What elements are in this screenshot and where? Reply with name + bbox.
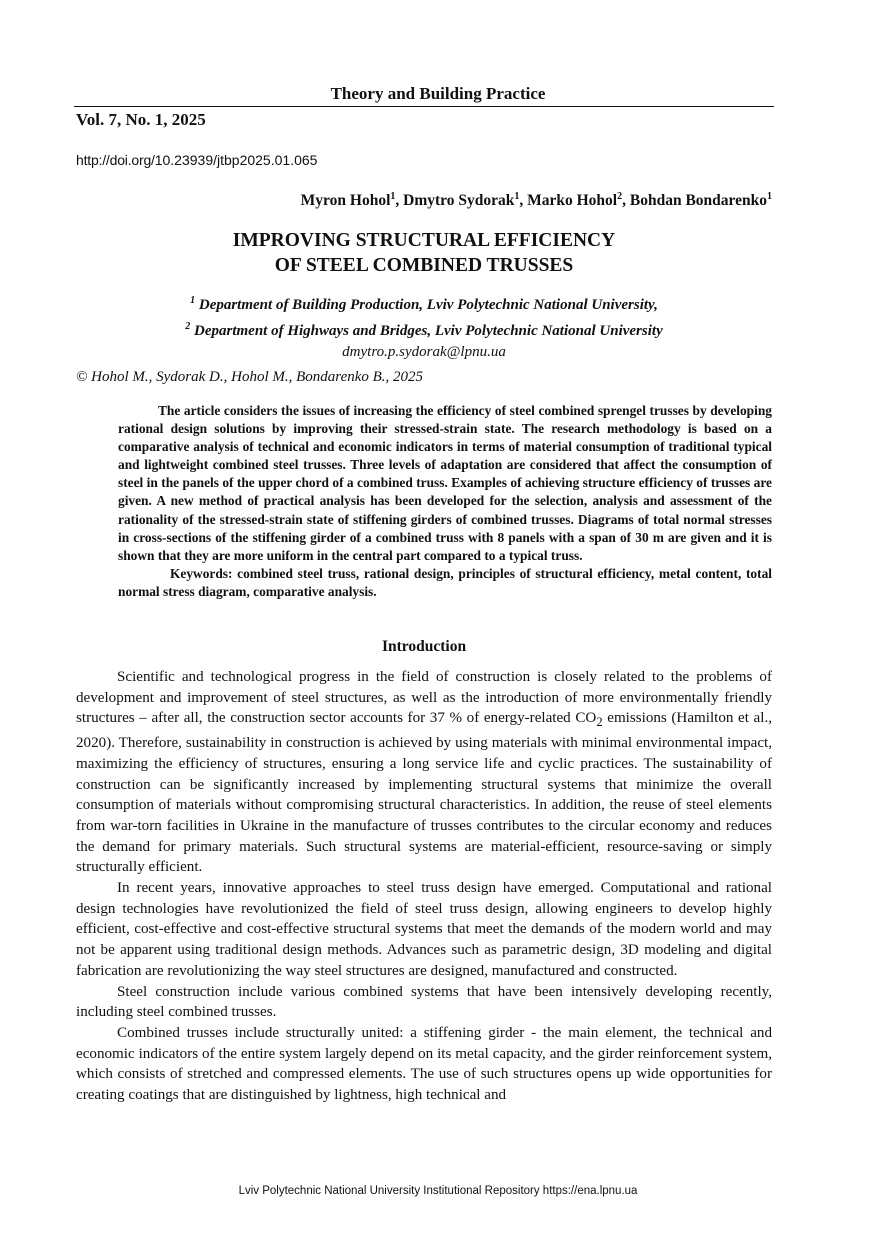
text-run: Scientific and technological progress in the field of construction is closely related to the problems of development and improvement of steel structures, as well as the introduction of more environmentally friendly structures – after all, the construction sector accounts for 37 % of energy-related CO	[76, 669, 772, 727]
author-sep: ,	[519, 192, 528, 210]
affiliations	[0, 290, 848, 363]
paragraph	[76, 667, 772, 878]
paper-title	[0, 228, 848, 278]
journal-title: Theory and Building Practice	[330, 84, 546, 103]
title-line: IMPROVING STRUCTURAL EFFICIENCY	[232, 230, 616, 251]
copyright: © Hohol M., Sydorak D., Hohol M., Bondarenko B., 2025	[76, 369, 424, 385]
affil-text: Department of Building Production, Lviv Polytechnic National University,	[198, 297, 658, 313]
title-line: OF STEEL COMBINED TRUSSES	[274, 255, 574, 276]
volume-info: Vol. 7, No. 1, 2025	[76, 110, 206, 129]
affil-marker: 2	[185, 321, 191, 332]
keywords: Keywords: combined steel truss, rational design, principles of structural efficiency, metal content, total normal stress diagram, comparative analysis.	[118, 565, 772, 599]
author-sep: ,	[395, 192, 404, 210]
author-name: Dmytro Sydorak	[403, 192, 515, 210]
header-rule	[74, 106, 774, 107]
paragraph: Steel construction include various combined systems that have been intensively developing recently, including steel combined trusses.	[76, 983, 772, 1021]
text-run: emissions (Hamilton et al., 2020). Therefore, sustainability in construction is achieved by using materials with minimal environmental impact, maximizing the efficiency of structures, ensuring a long service life and cyclic practices. The sustainability of construction can be significantly increased by implementing structural systems that minimize the overall consumption of materials without compromising structural characteristics. In addition, the reuse of steel elements from war-torn facilities in Ukraine in the manufacture of trusses contributes to the circular economy and reduces the demand for primary materials. Such structural systems are material-efficient, resource-saving or simply structurally efficient.	[76, 710, 773, 876]
doi-suffix: 10.23939/jtbp2025.01.065	[154, 152, 318, 168]
author-list	[301, 191, 772, 210]
section-heading: Introduction	[381, 638, 467, 655]
body-text	[76, 667, 772, 1106]
affil-marker: 1	[190, 295, 196, 306]
paragraph: Combined trusses include structurally united: a stiffening girder - the main element, the technical and economic indicators of the entire system largely depend on its metal capacity, and the girder reinforcement system, which consists of stretched and compressed elements. The use of such structures opens up wide opportunities for creating coatings that are distinguished by lightness, high technical and	[76, 1024, 772, 1104]
affiliation	[0, 290, 848, 316]
abstract	[118, 402, 772, 601]
email-link[interactable]: dmytro.p.sydorak@lpnu.ua	[342, 344, 506, 360]
affiliation	[0, 316, 848, 342]
author-name: Marko Hohol	[527, 192, 618, 210]
author-name: Bohdan Bondarenko	[629, 192, 767, 210]
author-sep: ,	[622, 192, 630, 210]
subscript: 2	[596, 715, 603, 730]
page-footer: Lviv Polytechnic National University Institutional Repository https://ena.lpnu.ua	[238, 1185, 638, 1197]
author-name: Myron Hohol	[300, 192, 391, 210]
author-affil-marker: 1	[514, 191, 520, 202]
paragraph: In recent years, innovative approaches to steel truss design have emerged. Computational and rational design technologies have revolutionized the field of steel truss design, allowing engineers to develop highly efficient, cost-effective and cost-effective structural systems that meet the demands of the modern world and may not be apparent using traditional design methods. Advances such as parametric design, 3D modeling and digital fabrication are revolutionizing the way steel structures are designed, manufactured and constructed.	[76, 880, 772, 979]
author-affil-marker: 1	[767, 191, 772, 202]
affil-text: Department of Highways and Bridges, Lviv Polytechnic National University	[194, 323, 663, 339]
author-affil-marker: 2	[617, 191, 623, 202]
doi-link[interactable]	[76, 152, 317, 168]
abstract-text: The article considers the issues of increasing the efficiency of steel combined sprengel trusses by developing rational design solutions by improving their stressed-strain state. The research methodology is based on a comparative analysis of technical and economic indicators in terms of material consumption of traditional typical and lightweight combined steel trusses. Three levels of adaptation are considered that affect the consumption of steel in the panels of the upper chord of a combined truss. Examples of achieving structure efficiency of trusses are given. A new method of practical analysis has been developed for the selection, analysis and assessment of the rationality of the stressed-strain state of stiffening girders of combined trusses. Diagrams of total normal stresses in cross-sections of the stiffening girder of a combined truss with 8 panels with a span of 30 m are given and it is shown that they are more uniform in the central part compared to a typical truss.	[118, 403, 772, 563]
author-affil-marker: 1	[390, 191, 396, 202]
doi-prefix: http://doi.org/	[76, 152, 155, 168]
